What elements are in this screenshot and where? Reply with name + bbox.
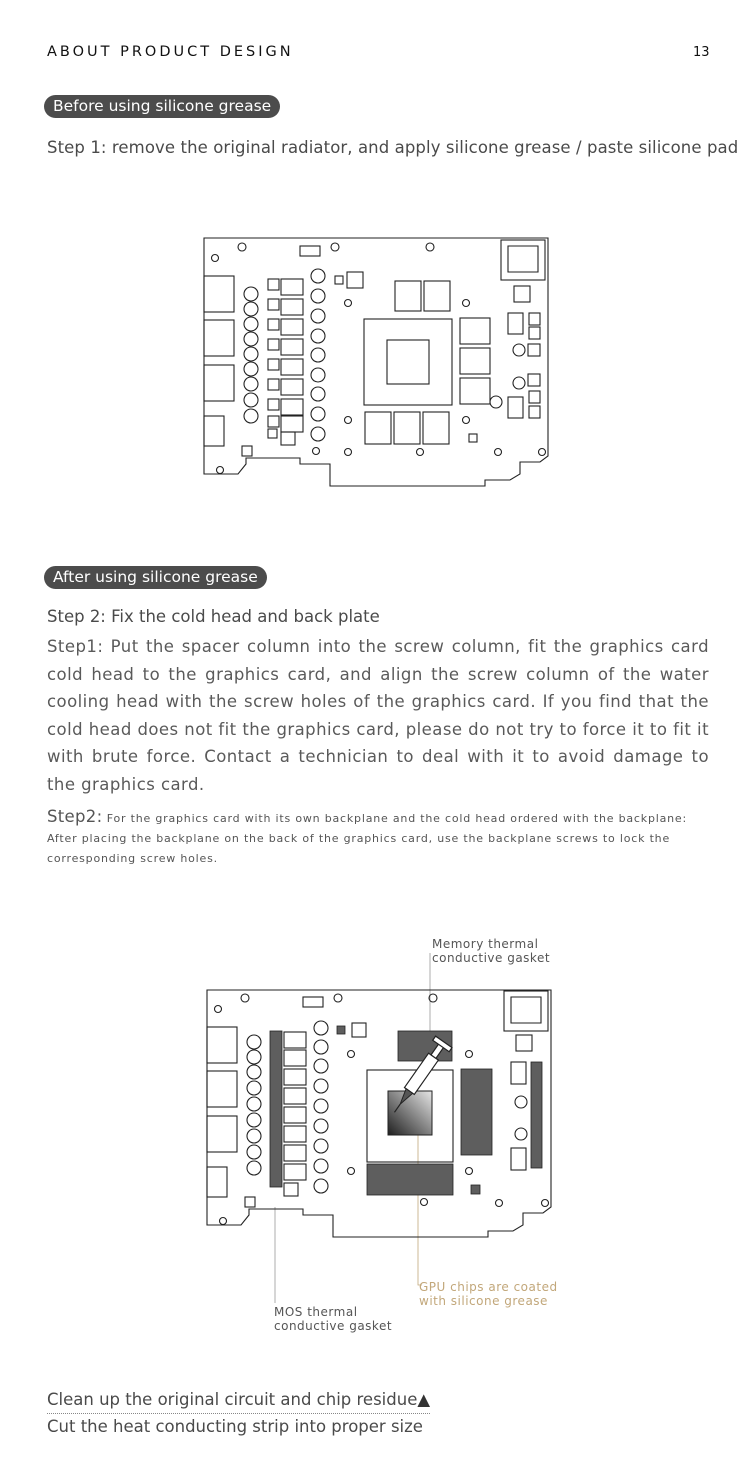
instructions-paragraph: Step1: Put the spacer column into the screw column, fit the graphics card cold head to the graphics card, and align the screw column of the water cooling head with the screw holes of the graphics card. If you find that the cold head does not fit the graphics card, please do not try to force it to fit it with brute force. Contact a technician to deal with it to avoid damage to the graphics card.	[47, 637, 709, 794]
mosfet-column	[268, 279, 303, 445]
section-title: ABOUT PRODUCT DESIGN	[47, 44, 294, 60]
gpu-frame	[364, 319, 452, 405]
note-text: For the graphics card with its own backplane and the cold head ordered with the backplane: After placing the backplane on the back of the graphics card, use the backplane screws to lock the corresponding screw holes.	[47, 812, 687, 865]
memory-pad-bottom	[367, 1164, 453, 1195]
capacitor-column-left	[244, 287, 258, 423]
small-chip	[337, 1026, 345, 1034]
cleanup-instruction	[47, 1390, 430, 1409]
small-chip	[471, 1185, 480, 1194]
page-number: 13	[693, 45, 710, 60]
graphics-card-diagram-before	[200, 234, 555, 494]
cleanup-text: Clean up the original circuit and chip residue	[47, 1390, 418, 1409]
mos-pad-callout: MOS thermal conductive gasket	[274, 1305, 393, 1333]
dotted-divider	[47, 1413, 430, 1414]
gpu-die	[387, 340, 429, 384]
capacitor-column-right	[311, 269, 325, 441]
backplane-note	[47, 807, 719, 869]
note-lead: Step2:	[47, 807, 103, 826]
step-1-text: Step 1: remove the original radiator, and apply silicone grease / paste silicone pad	[47, 138, 739, 157]
mos-thermal-pad	[270, 1031, 282, 1187]
triangle-marker-icon: ▲	[417, 1390, 431, 1409]
cut-strip-instruction: Cut the heat conducting strip into proper size	[47, 1417, 423, 1436]
memory-pad-edge	[531, 1062, 542, 1168]
before-badge: Before using silicone grease	[44, 95, 280, 118]
connector	[300, 246, 320, 256]
memory-pad-right	[461, 1069, 492, 1155]
memory-pad-callout: Memory thermal conductive gasket	[432, 937, 551, 965]
after-badge: After using silicone grease	[44, 566, 267, 589]
gpu-leader-line	[418, 1117, 422, 1285]
gpu-grease-callout: GPU chips are coated with silicone grease	[419, 1280, 558, 1308]
step-2-title: Step 2: Fix the cold head and back plate	[47, 607, 380, 626]
graphics-card-diagram-after	[200, 935, 560, 1305]
gpu-die-grease	[388, 1091, 432, 1135]
